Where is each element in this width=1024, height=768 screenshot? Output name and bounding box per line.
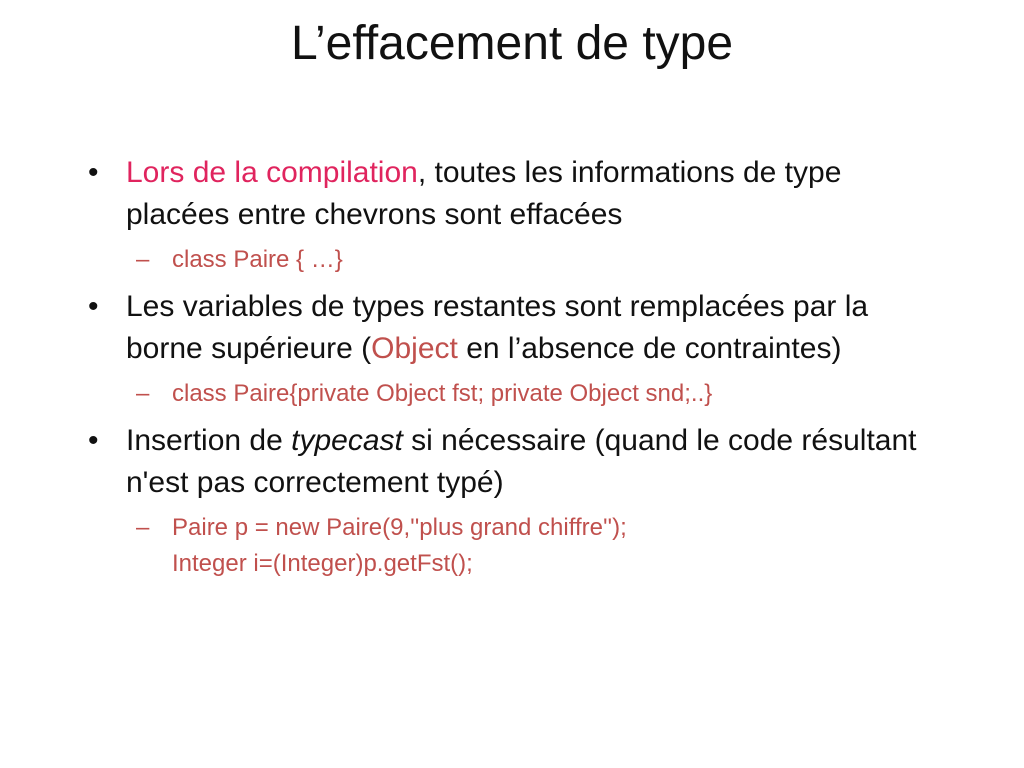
slide-title: L’effacement de type bbox=[290, 17, 734, 70]
bullet-3-emphasis: typecast bbox=[291, 424, 403, 457]
sub-item-3-line-1: Paire p = new Paire(9,''plus grand chiffre''); bbox=[172, 514, 627, 541]
dash-marker: – bbox=[136, 380, 150, 407]
sub-item-1 bbox=[88, 242, 938, 278]
bullet-item-1 bbox=[88, 152, 938, 236]
bullet-1-highlight: Lors de la compilation bbox=[126, 156, 418, 189]
bullet-marker: • bbox=[88, 156, 99, 189]
dash-marker: – bbox=[136, 246, 150, 273]
sub-item-1-text: class Paire { …} bbox=[172, 246, 343, 273]
bullet-marker: • bbox=[88, 424, 99, 457]
bullet-3-text-after: si nécessaire (quand le code résultant n'est pas correctement typé) bbox=[126, 424, 917, 499]
bullet-item-2 bbox=[88, 286, 938, 370]
sub-item-2 bbox=[88, 376, 938, 412]
bullet-item-3 bbox=[88, 420, 938, 504]
bullet-2-text-after: en l’absence de contraintes) bbox=[457, 332, 842, 365]
bullet-2-text-before: Les variables de types restantes sont remplacées par la borne supérieure ( bbox=[126, 290, 869, 365]
slide-content bbox=[88, 152, 938, 590]
dash-marker: – bbox=[136, 514, 150, 541]
sub-item-3-line-2: Integer i=(Integer)p.getFst(); bbox=[172, 550, 473, 577]
bullet-1-text: , toutes les informations de type placées entre chevrons sont effacées bbox=[126, 156, 842, 231]
bullet-3-text-before: Insertion de bbox=[126, 424, 292, 457]
bullet-marker: • bbox=[88, 290, 99, 323]
sub-item-2-text: class Paire{private Object fst; private Object snd;..} bbox=[172, 380, 713, 407]
sub-item-3 bbox=[88, 510, 938, 582]
bullet-2-highlight: Object bbox=[371, 332, 458, 365]
